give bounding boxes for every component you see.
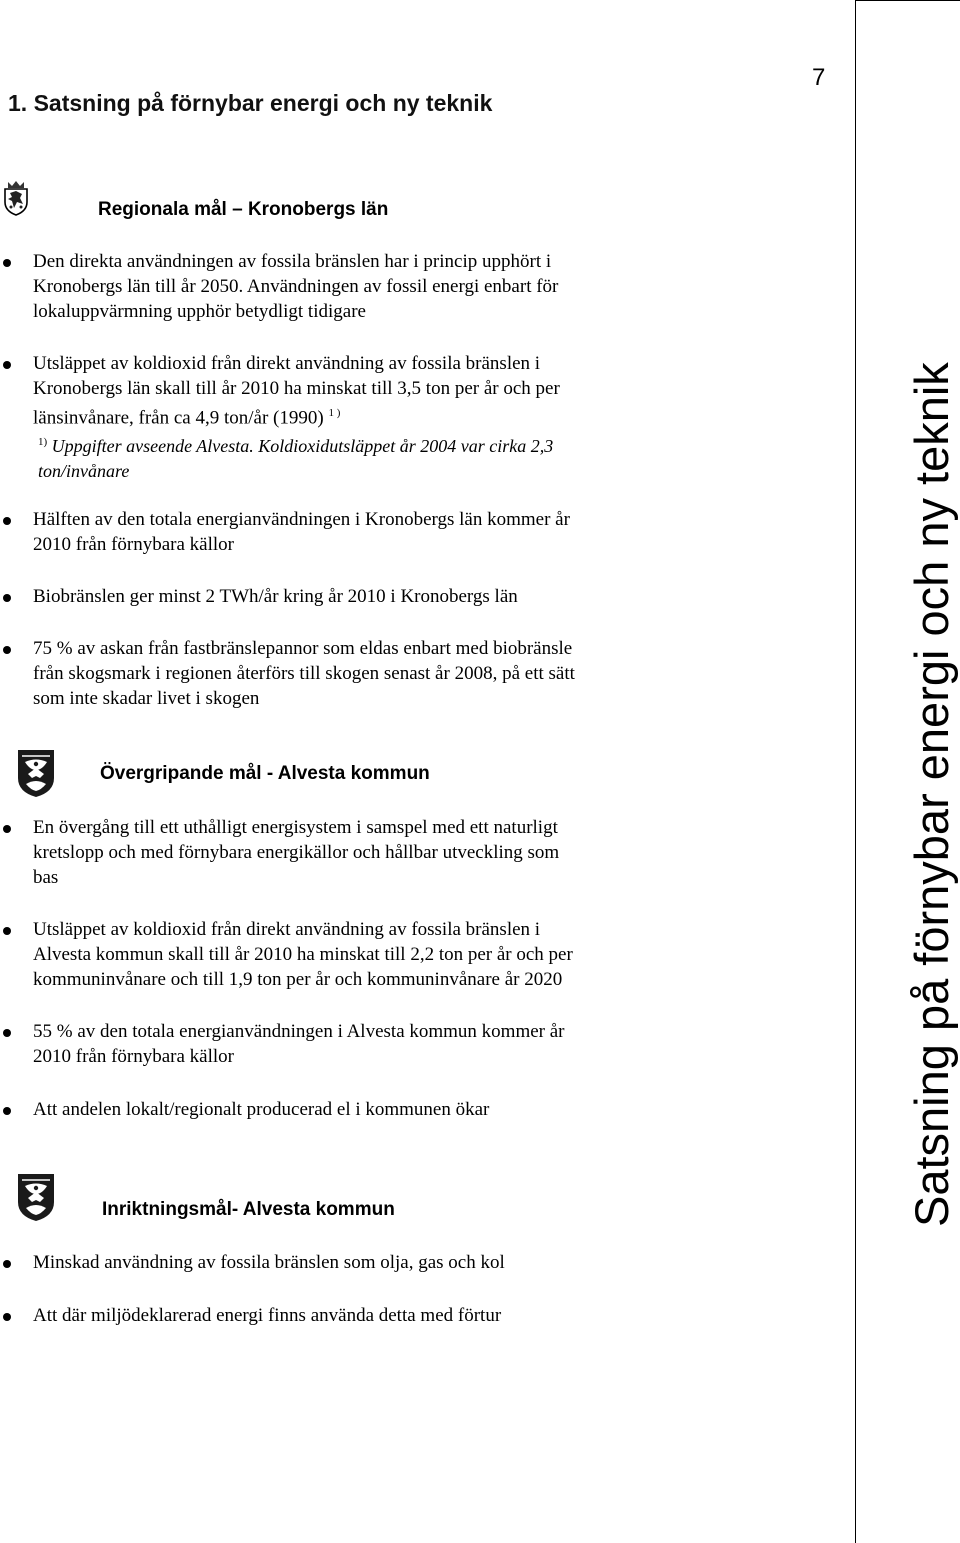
list-item: [0, 1250, 660, 1275]
list-item-line: Att där miljödeklarerad energi finns använda detta med förtur: [33, 1305, 502, 1326]
regional-goals-heading: Regionala mål – Kronobergs län: [98, 199, 389, 220]
list-item: [0, 917, 660, 992]
bullet-icon: [3, 1107, 11, 1115]
list-item: [0, 815, 660, 890]
alvesta-coat-of-arms-icon: [16, 748, 56, 803]
footnote-marker: 1): [38, 436, 48, 448]
footnote-text: ton/invånare: [38, 461, 130, 481]
list-item-line: En övergång till ett uthålligt energisystem i samspel med ett naturligt: [33, 817, 558, 838]
list-item-line: bas: [33, 867, 59, 888]
list-item-line: Utsläppet av koldioxid från direkt användning av fossila bränslen i: [33, 919, 541, 940]
bullet-icon: [3, 361, 11, 369]
list-item: [0, 636, 660, 711]
list-item-line: 55 % av den totala energianvändningen i Alvesta kommun kommer år: [33, 1021, 565, 1042]
list-item: [0, 1303, 660, 1328]
page-number: 7: [812, 64, 826, 91]
list-item-line: Hälften av den totala energianvändningen i Kronobergs län kommer år: [33, 509, 570, 530]
list-item-line: 2010 från förnybara källor: [33, 1046, 235, 1067]
list-item-line: Kronobergs län till år 2050. Användningen av fossil energi enbart för: [33, 276, 559, 297]
chapter-title: 1. Satsning på förnybar energi och ny teknik: [8, 90, 493, 116]
alvesta-coat-of-arms-icon: [16, 1172, 56, 1227]
list-item-line: Att andelen lokalt/regionalt producerad el i kommunen ökar: [33, 1099, 490, 1120]
side-tab: [855, 0, 960, 1543]
bullet-icon: [3, 927, 11, 935]
bullet-icon: [3, 646, 11, 654]
list-item-text: länsinvånare, från ca 4,9 ton/år (1990): [33, 407, 324, 429]
list-item-line: kommuninvånare och till 1,9 ton per år och kommuninvånare år 2020: [33, 969, 563, 990]
list-item-line: från skogsmark i regionen återförs till skogen senast år 2008, på ett sätt: [33, 663, 575, 684]
list-item-line: Alvesta kommun skall till år 2010 ha minskat till 2,2 ton per år och per: [33, 944, 573, 965]
bullet-icon: [3, 1313, 11, 1321]
list-item-line: lokaluppvärmning upphör betydligt tidigare: [33, 301, 366, 322]
list-item-line: Den direkta användningen av fossila bränslen har i princip upphört i: [33, 251, 552, 272]
list-item-line: Biobränslen ger minst 2 TWh/år kring år 2010 i Kronobergs län: [33, 586, 518, 607]
list-item-line: 75 % av askan från fastbränslepannor som eldas enbart med biobränsle: [33, 638, 573, 659]
footnote-text: Uppgifter avseende Alvesta. Koldioxidutsläppet år 2004 var cirka 2,3: [51, 436, 554, 456]
list-item-line: som inte skadar livet i skogen: [33, 688, 260, 709]
footnote-ref: 1 ): [328, 407, 341, 419]
bullet-icon: [3, 1029, 11, 1037]
list-item-line: Utsläppet av koldioxid från direkt användning av fossila bränslen i: [33, 353, 541, 374]
bullet-icon: [3, 1260, 11, 1268]
side-tab-title: Satsning på förnybar energi och ny teknik: [905, 362, 958, 1227]
list-item: [0, 584, 660, 609]
list-item: [0, 1019, 660, 1069]
list-item-line: Kronobergs län skall till år 2010 ha minskat till 3,5 ton per år och per: [33, 378, 560, 399]
list-item-line: 2010 från förnybara källor: [33, 534, 235, 555]
list-item-line: Minskad användning av fossila bränslen som olja, gas och kol: [33, 1252, 505, 1273]
bullet-icon: [3, 517, 11, 525]
overall-goals-heading: Övergripande mål - Alvesta kommun: [100, 763, 430, 784]
list-item: [0, 249, 660, 324]
list-item: [0, 351, 660, 429]
bullet-icon: [3, 594, 11, 602]
direction-goals-heading: Inriktningsmål- Alvesta kommun: [102, 1199, 395, 1220]
list-item: [0, 1097, 660, 1122]
footnote: [38, 430, 553, 484]
list-item-line: [33, 401, 663, 430]
list-item-line: kretslopp och med förnybara energikällor och hållbar utveckling som: [33, 842, 560, 863]
bullet-icon: [3, 259, 11, 267]
bullet-icon: [3, 825, 11, 833]
list-item: [0, 507, 660, 557]
kronoberg-coat-of-arms-icon: [2, 180, 30, 221]
